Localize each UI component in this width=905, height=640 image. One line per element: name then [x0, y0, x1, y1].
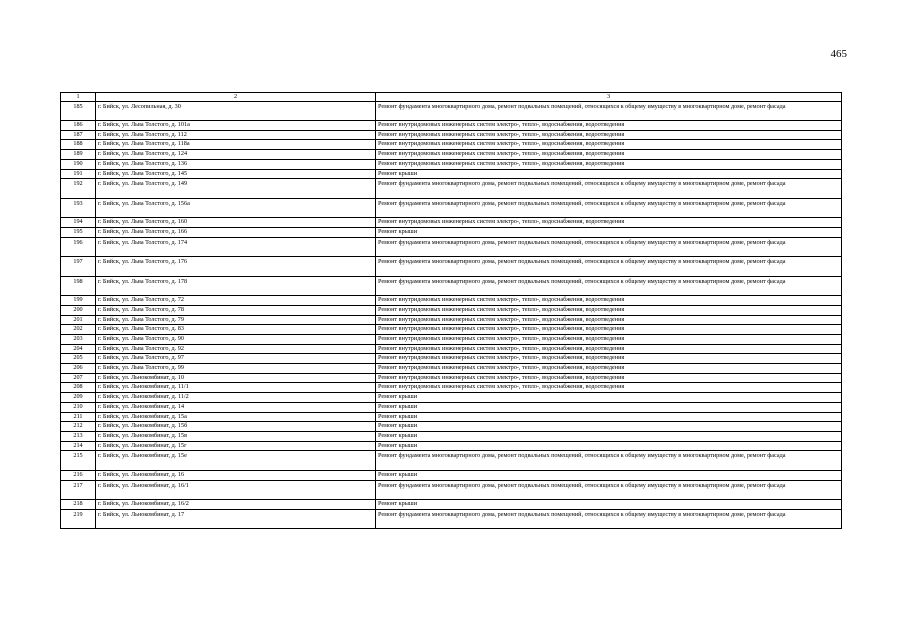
- table-row: [61, 500, 842, 510]
- table-row: [61, 305, 842, 315]
- work-type-cell: Ремонт внутридомовых инженерных систем электро-, тепло-, водоснабжения, водоотведения: [376, 305, 842, 315]
- row-number: 201: [61, 315, 96, 325]
- work-type-cell: Ремонт фундамента многоквартирного дома, ремонт подвальных помещений, относящихся к общему имуществу в многоквартирном доме, ремонт фасада: [376, 179, 842, 199]
- address-cell: г. Бийск, ул. Льва Толстого, д. 83: [96, 325, 376, 335]
- row-number: 205: [61, 354, 96, 364]
- row-number: 195: [61, 227, 96, 237]
- address-cell: г. Бийск, ул. Льва Толстого, д. 118а: [96, 140, 376, 150]
- table-row: [61, 509, 842, 529]
- row-number: 194: [61, 218, 96, 228]
- work-type-cell: Ремонт внутридомовых инженерных систем электро-, тепло-, водоснабжения, водоотведения: [376, 121, 842, 131]
- address-cell: г. Бийск, ул. Льнокомбинат, д. 15б: [96, 422, 376, 432]
- work-type-cell: Ремонт крыши: [376, 470, 842, 480]
- table-row: [61, 373, 842, 383]
- address-cell: г. Бийск, ул. Лесопильная, д. 30: [96, 101, 376, 121]
- address-cell: г. Бийск, ул. Льва Толстого, д. 136: [96, 159, 376, 169]
- row-number: 198: [61, 276, 96, 296]
- address-cell: г. Бийск, ул. Льва Толстого, д. 97: [96, 354, 376, 364]
- row-number: 185: [61, 101, 96, 121]
- work-type-cell: Ремонт фундамента многоквартирного дома, ремонт подвальных помещений, относящихся к общему имуществу в многоквартирном доме, ремонт фасада: [376, 509, 842, 529]
- table-row: [61, 402, 842, 412]
- work-type-cell: Ремонт крыши: [376, 431, 842, 441]
- address-cell: г. Бийск, ул. Льва Толстого, д. 176: [96, 257, 376, 277]
- table-row: [61, 227, 842, 237]
- work-type-cell: Ремонт внутридомовых инженерных систем электро-, тепло-, водоснабжения, водоотведения: [376, 383, 842, 393]
- column-header-2: 2: [96, 93, 376, 102]
- work-type-cell: Ремонт внутридомовых инженерных систем электро-, тепло-, водоснабжения, водоотведения: [376, 364, 842, 374]
- table-row: [61, 431, 842, 441]
- address-cell: г. Бийск, ул. Льва Толстого, д. 124: [96, 150, 376, 160]
- row-number: 199: [61, 296, 96, 306]
- row-number: 203: [61, 334, 96, 344]
- table-body: [61, 101, 842, 529]
- work-type-cell: Ремонт фундамента многоквартирного дома, ремонт подвальных помещений, относящихся к общему имуществу в многоквартирном доме, ремонт фасада: [376, 198, 842, 218]
- row-number: 192: [61, 179, 96, 199]
- row-number: 219: [61, 509, 96, 529]
- work-type-cell: Ремонт крыши: [376, 441, 842, 451]
- row-number: 191: [61, 169, 96, 179]
- row-number: 212: [61, 422, 96, 432]
- row-number: 186: [61, 121, 96, 131]
- table-row: [61, 315, 842, 325]
- table-row: [61, 130, 842, 140]
- table-row: [61, 451, 842, 471]
- table-row: [61, 276, 842, 296]
- address-cell: г. Бийск, ул. Льва Толстого, д. 178: [96, 276, 376, 296]
- row-number: 217: [61, 480, 96, 500]
- work-type-cell: Ремонт фундамента многоквартирного дома, ремонт подвальных помещений, относящихся к общему имуществу в многоквартирном доме, ремонт фасада: [376, 101, 842, 121]
- table-row: [61, 334, 842, 344]
- row-number: 209: [61, 393, 96, 403]
- column-number-row: [61, 93, 842, 102]
- address-cell: г. Бийск, ул. Льва Толстого, д. 149: [96, 179, 376, 199]
- row-number: 197: [61, 257, 96, 277]
- work-type-cell: Ремонт фундамента многоквартирного дома, ремонт подвальных помещений, относящихся к общему имуществу в многоквартирном доме, ремонт фасада: [376, 480, 842, 500]
- table-row: [61, 344, 842, 354]
- table-header: [61, 93, 842, 102]
- work-type-cell: Ремонт крыши: [376, 500, 842, 510]
- column-header-1: 1: [61, 93, 96, 102]
- column-header-3: 3: [376, 93, 842, 102]
- address-cell: г. Бийск, ул. Льнокомбинат, д. 16/1: [96, 480, 376, 500]
- table-row: [61, 257, 842, 277]
- table-row: [61, 169, 842, 179]
- address-cell: г. Бийск, ул. Льнокомбинат, д. 15г: [96, 441, 376, 451]
- work-type-cell: Ремонт внутридомовых инженерных систем электро-, тепло-, водоснабжения, водоотведения: [376, 296, 842, 306]
- row-number: 196: [61, 237, 96, 257]
- work-type-cell: Ремонт фундамента многоквартирного дома, ремонт подвальных помещений, относящихся к общему имуществу в многоквартирном доме, ремонт фасада: [376, 451, 842, 471]
- work-type-cell: Ремонт внутридомовых инженерных систем электро-, тепло-, водоснабжения, водоотведения: [376, 130, 842, 140]
- row-number: 202: [61, 325, 96, 335]
- row-number: 193: [61, 198, 96, 218]
- row-number: 210: [61, 402, 96, 412]
- work-type-cell: Ремонт крыши: [376, 412, 842, 422]
- work-type-cell: Ремонт внутридомовых инженерных систем электро-, тепло-, водоснабжения, водоотведения: [376, 325, 842, 335]
- address-cell: г. Бийск, ул. Льва Толстого, д. 78: [96, 305, 376, 315]
- work-type-cell: Ремонт внутридомовых инженерных систем электро-, тепло-, водоснабжения, водоотведения: [376, 373, 842, 383]
- table-row: [61, 150, 842, 160]
- table-row: [61, 198, 842, 218]
- work-type-cell: Ремонт крыши: [376, 393, 842, 403]
- table-row: [61, 364, 842, 374]
- work-type-cell: Ремонт внутридомовых инженерных систем электро-, тепло-, водоснабжения, водоотведения: [376, 159, 842, 169]
- address-cell: г. Бийск, ул. Льва Толстого, д. 101а: [96, 121, 376, 131]
- row-number: 213: [61, 431, 96, 441]
- address-cell: г. Бийск, ул. Льнокомбинат, д. 16/2: [96, 500, 376, 510]
- table-row: [61, 296, 842, 306]
- table-row: [61, 441, 842, 451]
- row-number: 204: [61, 344, 96, 354]
- work-type-cell: Ремонт внутридомовых инженерных систем электро-, тепло-, водоснабжения, водоотведения: [376, 344, 842, 354]
- address-cell: г. Бийск, ул. Льнокомбинат, д. 11/1: [96, 383, 376, 393]
- address-cell: г. Бийск, ул. Льва Толстого, д. 166: [96, 227, 376, 237]
- address-cell: г. Бийск, ул. Льнокомбинат, д. 15е: [96, 451, 376, 471]
- row-number: 207: [61, 373, 96, 383]
- work-type-cell: Ремонт фундамента многоквартирного дома, ремонт подвальных помещений, относящихся к общему имуществу в многоквартирном доме, ремонт фасада: [376, 237, 842, 257]
- address-cell: г. Бийск, ул. Льва Толстого, д. 90: [96, 334, 376, 344]
- table-row: [61, 422, 842, 432]
- table-row: [61, 121, 842, 131]
- address-cell: г. Бийск, ул. Льва Толстого, д. 112: [96, 130, 376, 140]
- address-cell: г. Бийск, ул. Льнокомбинат, д. 15в: [96, 431, 376, 441]
- work-type-cell: Ремонт крыши: [376, 169, 842, 179]
- work-type-cell: Ремонт фундамента многоквартирного дома, ремонт подвальных помещений, относящихся к общему имуществу в многоквартирном доме, ремонт фасада: [376, 276, 842, 296]
- table-row: [61, 480, 842, 500]
- address-cell: г. Бийск, ул. Льва Толстого, д. 156а: [96, 198, 376, 218]
- address-cell: г. Бийск, ул. Льва Толстого, д. 99: [96, 364, 376, 374]
- repair-registry-table: [60, 92, 842, 529]
- work-type-cell: Ремонт внутридомовых инженерных систем электро-, тепло-, водоснабжения, водоотведения: [376, 150, 842, 160]
- address-cell: г. Бийск, ул. Льнокомбинат, д. 17: [96, 509, 376, 529]
- table-row: [61, 159, 842, 169]
- row-number: 215: [61, 451, 96, 471]
- work-type-cell: Ремонт внутридомовых инженерных систем электро-, тепло-, водоснабжения, водоотведения: [376, 354, 842, 364]
- row-number: 189: [61, 150, 96, 160]
- table-row: [61, 179, 842, 199]
- table-row: [61, 393, 842, 403]
- work-type-cell: Ремонт внутридомовых инженерных систем электро-, тепло-, водоснабжения, водоотведения: [376, 140, 842, 150]
- work-type-cell: Ремонт внутридомовых инженерных систем электро-, тепло-, водоснабжения, водоотведения: [376, 218, 842, 228]
- row-number: 200: [61, 305, 96, 315]
- row-number: 208: [61, 383, 96, 393]
- address-cell: г. Бийск, ул. Льва Толстого, д. 145: [96, 169, 376, 179]
- table-row: [61, 354, 842, 364]
- work-type-cell: Ремонт крыши: [376, 227, 842, 237]
- address-cell: г. Бийск, ул. Льнокомбинат, д. 15а: [96, 412, 376, 422]
- work-type-cell: Ремонт крыши: [376, 422, 842, 432]
- row-number: 206: [61, 364, 96, 374]
- row-number: 214: [61, 441, 96, 451]
- row-number: 187: [61, 130, 96, 140]
- address-cell: г. Бийск, ул. Льва Толстого, д. 174: [96, 237, 376, 257]
- work-type-cell: Ремонт внутридомовых инженерных систем электро-, тепло-, водоснабжения, водоотведения: [376, 315, 842, 325]
- table-row: [61, 325, 842, 335]
- row-number: 190: [61, 159, 96, 169]
- row-number: 188: [61, 140, 96, 150]
- address-cell: г. Бийск, ул. Льва Толстого, д. 72: [96, 296, 376, 306]
- address-cell: г. Бийск, ул. Льва Толстого, д. 92: [96, 344, 376, 354]
- row-number: 218: [61, 500, 96, 510]
- address-cell: г. Бийск, ул. Льнокомбинат, д. 16: [96, 470, 376, 480]
- table-row: [61, 470, 842, 480]
- page-number: 465: [830, 48, 847, 60]
- address-cell: г. Бийск, ул. Льнокомбинат, д. 11/2: [96, 393, 376, 403]
- row-number: 211: [61, 412, 96, 422]
- table-row: [61, 101, 842, 121]
- table-row: [61, 383, 842, 393]
- work-type-cell: Ремонт крыши: [376, 402, 842, 412]
- table-row: [61, 218, 842, 228]
- address-cell: г. Бийск, ул. Льва Толстого, д. 79: [96, 315, 376, 325]
- table-row: [61, 140, 842, 150]
- address-cell: г. Бийск, ул. Льнокомбинат, д. 14: [96, 402, 376, 412]
- table-row: [61, 237, 842, 257]
- address-cell: г. Бийск, ул. Льва Толстого, д. 160: [96, 218, 376, 228]
- table-row: [61, 412, 842, 422]
- address-cell: г. Бийск, ул. Льнокомбинат, д. 10: [96, 373, 376, 383]
- row-number: 216: [61, 470, 96, 480]
- work-type-cell: Ремонт фундамента многоквартирного дома, ремонт подвальных помещений, относящихся к общему имуществу в многоквартирном доме, ремонт фасада: [376, 257, 842, 277]
- work-type-cell: Ремонт внутридомовых инженерных систем электро-, тепло-, водоснабжения, водоотведения: [376, 334, 842, 344]
